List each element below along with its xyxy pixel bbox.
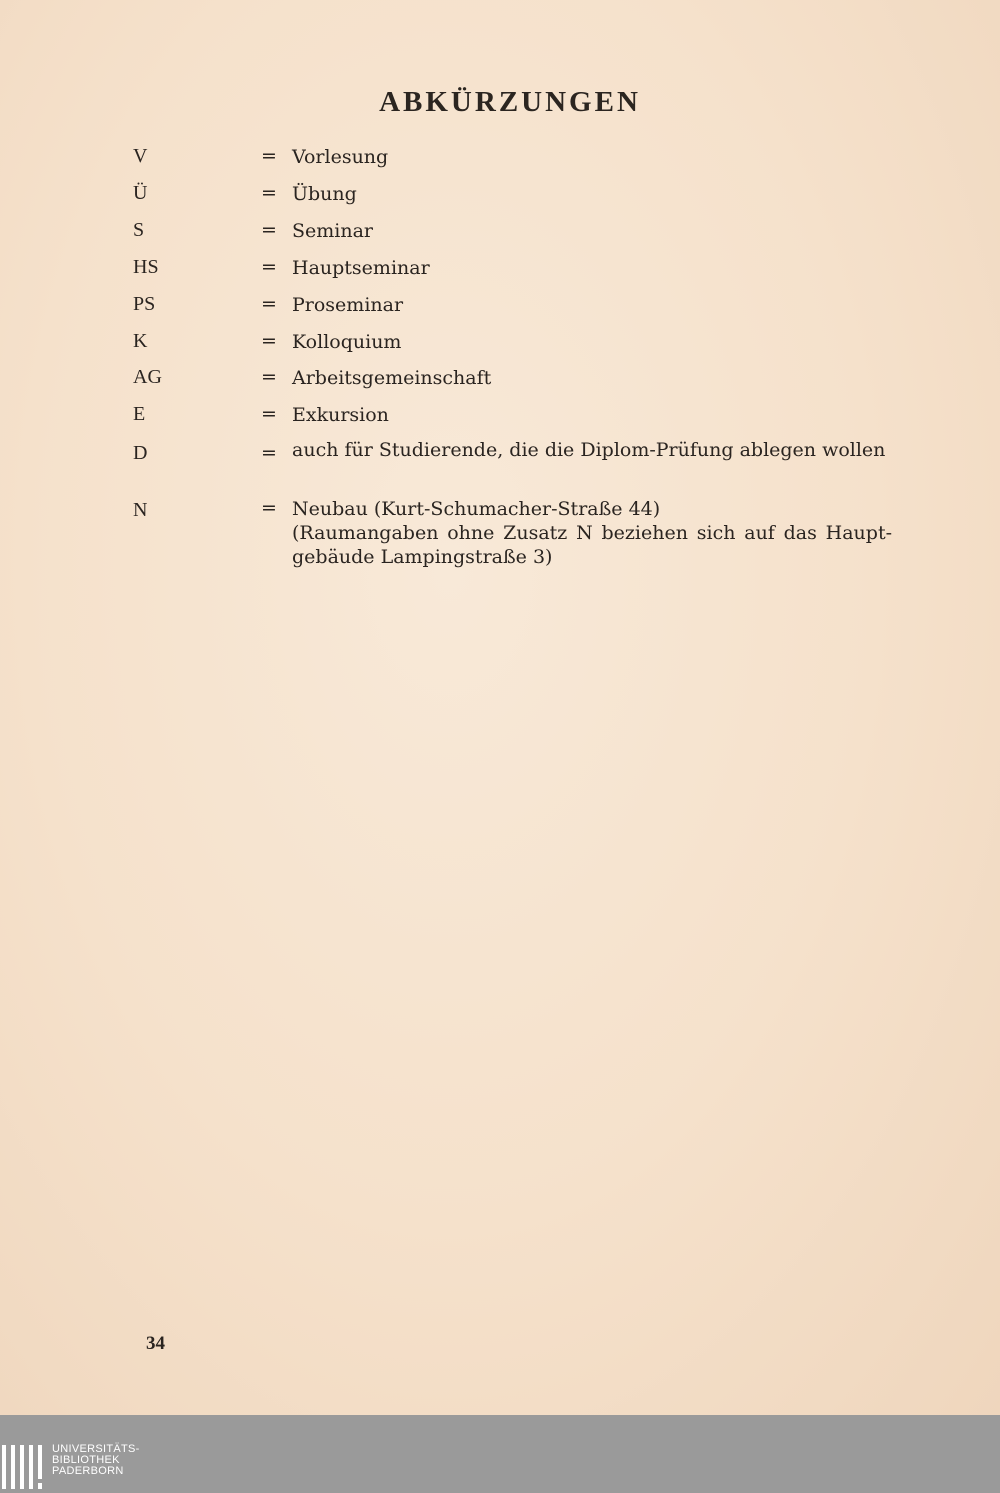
equals-sign: = (261, 442, 277, 464)
abbreviation: D (133, 442, 148, 464)
abbreviation: S (133, 219, 145, 241)
equals-sign: = (261, 366, 277, 388)
equals-sign: = (261, 330, 277, 352)
equals-sign: = (261, 182, 277, 204)
library-logo-text (52, 1444, 140, 1477)
definition (292, 497, 892, 569)
abbreviation: PS (133, 293, 156, 315)
abbreviation: K (133, 330, 148, 352)
definition: Vorlesung (292, 146, 389, 168)
abbreviation: Ü (133, 182, 148, 204)
abbreviation: HS (133, 256, 159, 278)
definition: Seminar (292, 220, 374, 242)
definition: Übung (292, 183, 357, 205)
page-title: ABKÜRZUNGEN (379, 86, 641, 118)
equals-sign: = (261, 256, 277, 278)
page-number: 34 (146, 1333, 165, 1354)
library-name-line: PADERBORN (52, 1465, 124, 1477)
definition: Kolloquium (292, 331, 402, 353)
abbreviation: AG (133, 366, 162, 388)
definition: Exkursion (292, 404, 389, 426)
equals-sign: = (261, 403, 277, 425)
abbreviation: V (133, 145, 148, 167)
definition: auch für Studierende, die die Diplom-Prüfung ablegen wollen (292, 439, 886, 461)
equals-sign: = (261, 497, 277, 519)
definition: Arbeitsgemeinschaft (292, 367, 492, 389)
equals-sign: = (261, 145, 277, 167)
equals-sign: = (261, 219, 277, 241)
definition: Proseminar (292, 294, 404, 316)
equals-sign: = (261, 293, 277, 315)
definition-main: Neubau (Kurt-Schumacher-Straße 44) (292, 498, 661, 520)
abbreviation: E (133, 403, 146, 425)
library-name-line: UNIVERSITÄTS- (52, 1443, 140, 1455)
definition: Hauptseminar (292, 257, 430, 279)
abbreviation: N (133, 499, 148, 521)
library-name-line: BIBLIOTHEK (52, 1454, 120, 1466)
library-footer-bar (0, 1415, 1000, 1493)
definition-note: (Raumangaben ohne Zusatz N beziehen sich auf das Haupt-gebäude Lampingstraße 3) (292, 522, 892, 568)
